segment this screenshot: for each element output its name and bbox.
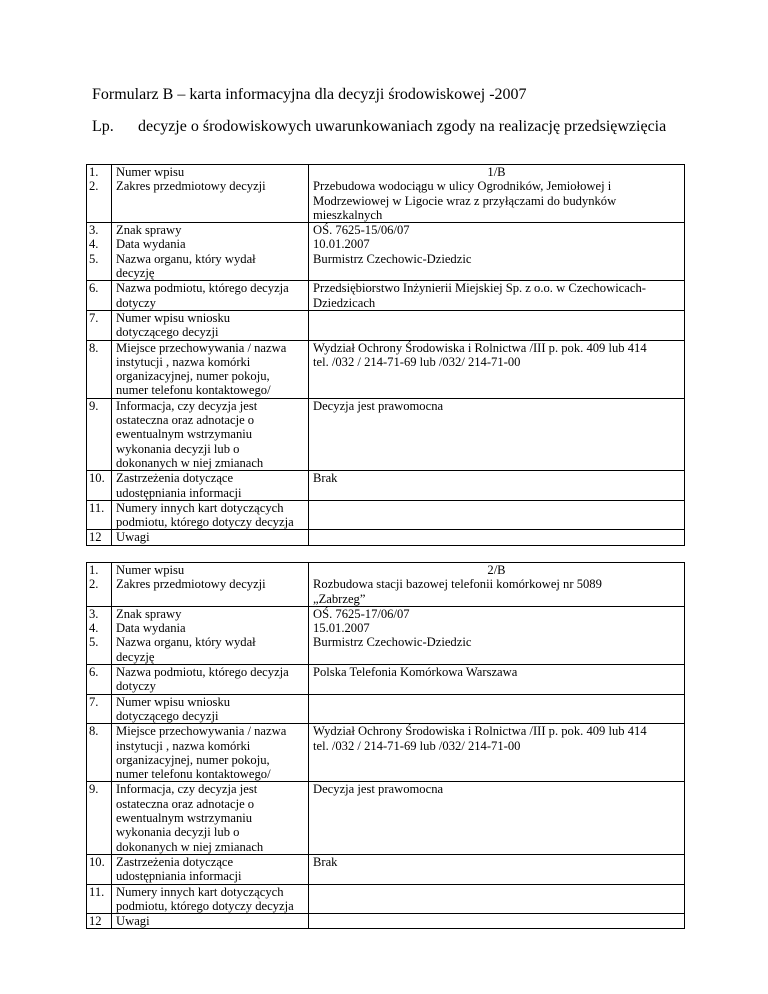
row-label-cell (112, 471, 309, 501)
row-value-cell (309, 606, 685, 664)
row-number: 4. (89, 237, 99, 252)
row-number: 11. (89, 884, 105, 899)
row-value-cell (309, 665, 685, 695)
table-row (87, 665, 685, 695)
field-value: Dziedzicach (313, 295, 376, 310)
row-number-cell (87, 398, 112, 470)
row-number-cell (87, 606, 112, 664)
row-label-cell (112, 782, 309, 854)
row-number-cell (87, 724, 112, 782)
field-label: dotyczącego decyzji (116, 325, 219, 340)
row-value-cell (309, 782, 685, 854)
field-value: Brak (313, 471, 338, 486)
field-value: Wydział Ochrony Środowiska i Rolnictwa /III p. pok. 409 lub 414 (313, 340, 647, 355)
row-value-cell (309, 223, 685, 281)
row-value-cell (309, 281, 685, 311)
field-label: organizacyjnej, numer pokoju, (116, 369, 270, 384)
field-value: Brak (313, 854, 338, 869)
row-number-cell (87, 884, 112, 914)
row-label-cell (112, 563, 309, 607)
field-label: Informacja, czy decyzja jest (116, 782, 258, 797)
row-number: 5. (89, 251, 99, 266)
row-number-cell (87, 914, 112, 929)
row-number-cell (87, 165, 112, 223)
field-label: Znak sprawy (116, 223, 182, 238)
row-value-cell (309, 530, 685, 545)
field-value: Przebudowa wodociągu w ulicy Ogrodników, Jemiołowej i (313, 179, 612, 194)
row-number: 4. (89, 621, 99, 636)
row-number: 5. (89, 635, 99, 650)
field-value: 2/B (487, 563, 506, 577)
field-value: Przedsiębiorstwo Inżynierii Miejskiej Sp. z o.o. w Czechowicach- (313, 281, 646, 296)
line-spacer (116, 194, 304, 208)
row-value-cell (309, 724, 685, 782)
row-number-cell (87, 782, 112, 854)
row-label-cell (112, 398, 309, 470)
field-label: Nazwa organu, który wydał (116, 251, 256, 266)
row-value-cell (309, 340, 685, 398)
row-number: 2. (89, 577, 99, 592)
row-number: 8. (89, 340, 99, 355)
field-label: podmiotu, którego dotyczy decyzja (116, 898, 294, 913)
row-number: 6. (89, 281, 99, 296)
row-label-cell (112, 500, 309, 530)
field-label: Numery innych kart dotyczących (116, 884, 284, 899)
field-label: Nazwa podmiotu, którego decyzja (116, 665, 289, 680)
row-label-cell (112, 606, 309, 664)
row-value-cell (309, 398, 685, 470)
field-label: Numery innych kart dotyczących (116, 500, 284, 515)
field-value: Polska Telefonia Komórkowa Warszawa (313, 665, 518, 680)
field-label: Data wydania (116, 621, 186, 636)
field-label: Miejsce przechowywania / nazwa (116, 340, 287, 355)
field-value: Burmistrz Czechowic-Dziedzic (313, 251, 472, 266)
row-number: 12 (89, 914, 102, 929)
table-row (87, 914, 685, 929)
row-number: 3. (89, 606, 99, 621)
row-number: 11. (89, 500, 105, 515)
row-number-cell (87, 563, 112, 607)
row-number-cell (87, 340, 112, 398)
row-label-cell (112, 724, 309, 782)
field-label: Zastrzeżenia dotyczące (116, 471, 234, 486)
row-label-cell (112, 884, 309, 914)
field-label: instytucji , nazwa komórki (116, 354, 251, 369)
field-label: ostateczna oraz adnotacje o (116, 413, 255, 428)
field-value: OŚ. 7625-17/06/07 (313, 606, 410, 621)
field-label: Numer wpisu wniosku (116, 310, 231, 325)
field-label: udostępniania informacji (116, 485, 242, 500)
field-label: ewentualnym wstrzymaniu (116, 427, 253, 442)
row-number-cell (87, 530, 112, 545)
field-value: 15.01.2007 (313, 621, 370, 636)
field-label: udostępniania informacji (116, 869, 242, 884)
row-number: 3. (89, 223, 99, 238)
line-spacer (116, 208, 304, 222)
field-label: Uwagi (116, 914, 150, 929)
field-value: 1/B (487, 165, 506, 179)
row-label-cell (112, 340, 309, 398)
table-row (87, 724, 685, 782)
field-value: Rozbudowa stacji bazowej telefonii komórkowej nr 5089 (313, 577, 602, 592)
info-card-2 (86, 562, 685, 929)
table-row (87, 165, 685, 223)
row-number: 6. (89, 665, 99, 680)
row-value-cell (309, 165, 685, 223)
field-label: Miejsce przechowywania / nazwa (116, 724, 287, 739)
table-row (87, 281, 685, 311)
row-value-cell (309, 694, 685, 724)
row-value-cell (309, 914, 685, 929)
field-label: organizacyjnej, numer pokoju, (116, 752, 270, 767)
table-row (87, 782, 685, 854)
field-label: Nazwa organu, który wydał (116, 635, 256, 650)
field-label: Numer wpisu wniosku (116, 694, 231, 709)
field-value: tel. /032 / 214-71-69 lub /032/ 214-71-00 (313, 738, 521, 753)
field-label: Informacja, czy decyzja jest (116, 398, 258, 413)
field-value: OŚ. 7625-15/06/07 (313, 223, 410, 238)
field-label: Zakres przedmiotowy decyzji (116, 179, 266, 194)
row-number: 12 (89, 530, 102, 545)
field-label: instytucji , nazwa komórki (116, 738, 251, 753)
field-value: Burmistrz Czechowic-Dziedzic (313, 635, 472, 650)
row-label-cell (112, 914, 309, 929)
field-label: wykonania decyzji lub o (116, 441, 240, 456)
row-value-cell (309, 310, 685, 340)
table-row (87, 500, 685, 530)
lp-description: decyzje o środowiskowych uwarunkowaniach zgody na realizację przedsięwzięcia (138, 118, 667, 135)
table-row (87, 884, 685, 914)
row-label-cell (112, 281, 309, 311)
field-label: Uwagi (116, 530, 150, 545)
row-number: 1. (89, 563, 99, 577)
row-label-cell (112, 854, 309, 884)
field-value: tel. /032 / 214-71-69 lub /032/ 214-71-00 (313, 354, 521, 369)
row-label-cell (112, 165, 309, 223)
table-row (87, 398, 685, 470)
field-value: 10.01.2007 (313, 237, 370, 252)
field-label: dokonanych w niej zmianach (116, 839, 264, 854)
table-row (87, 563, 685, 607)
row-value-cell (309, 563, 685, 607)
row-number-cell (87, 500, 112, 530)
row-number-cell (87, 281, 112, 311)
field-value: Decyzja jest prawomocna (313, 782, 444, 797)
row-value-cell (309, 884, 685, 914)
field-value: Modrzewiowej w Ligocie wraz z przyłączami do budynków (313, 193, 617, 208)
field-label: ostateczna oraz adnotacje o (116, 796, 255, 811)
row-label-cell (112, 694, 309, 724)
field-value: „Zabrzeg” (313, 591, 366, 606)
field-label: dokonanych w niej zmianach (116, 455, 264, 470)
row-number-cell (87, 223, 112, 281)
table-row (87, 340, 685, 398)
row-number-cell (87, 471, 112, 501)
field-label: podmiotu, którego dotyczy decyzja (116, 515, 294, 530)
row-label-cell (112, 530, 309, 545)
row-number: 9. (89, 398, 99, 413)
row-number: 8. (89, 724, 99, 739)
field-label: Nazwa podmiotu, którego decyzja (116, 281, 289, 296)
row-number: 10. (89, 854, 105, 869)
field-label: decyzję (116, 649, 155, 664)
field-label: Numer wpisu (116, 563, 185, 577)
row-value-cell (309, 854, 685, 884)
document-title: Formularz B – karta informacyjna dla decyzji środowiskowej -2007 (92, 86, 527, 103)
table-row (87, 854, 685, 884)
table-row (87, 223, 685, 281)
table-row (87, 606, 685, 664)
field-label: Data wydania (116, 237, 186, 252)
row-number: 1. (89, 165, 99, 179)
field-label: dotyczy (116, 295, 156, 310)
field-label: ewentualnym wstrzymaniu (116, 811, 253, 826)
field-label: dotyczącego decyzji (116, 708, 219, 723)
row-label-cell (112, 665, 309, 695)
lp-label: Lp. (92, 118, 114, 135)
field-label: Zastrzeżenia dotyczące (116, 854, 234, 869)
row-number: 7. (89, 694, 99, 709)
table-row (87, 530, 685, 545)
info-card-1 (86, 164, 685, 546)
line-spacer (89, 266, 111, 280)
row-number-cell (87, 310, 112, 340)
field-label: Znak sprawy (116, 606, 182, 621)
row-value-cell (309, 500, 685, 530)
row-number: 10. (89, 471, 105, 486)
table-row (87, 471, 685, 501)
field-value: mieszkalnych (313, 207, 383, 222)
table-row (87, 694, 685, 724)
row-number-cell (87, 854, 112, 884)
field-label: decyzję (116, 266, 155, 281)
row-number: 7. (89, 310, 99, 325)
field-label: numer telefonu kontaktowego/ (116, 767, 271, 782)
row-number-cell (87, 665, 112, 695)
row-label-cell (112, 223, 309, 281)
row-label-cell (112, 310, 309, 340)
row-number: 2. (89, 179, 99, 194)
line-spacer (89, 650, 111, 664)
table-row (87, 310, 685, 340)
field-value: Wydział Ochrony Środowiska i Rolnictwa /III p. pok. 409 lub 414 (313, 724, 647, 739)
line-spacer (116, 592, 304, 606)
field-label: dotyczy (116, 679, 156, 694)
field-label: Zakres przedmiotowy decyzji (116, 577, 266, 592)
row-number: 9. (89, 782, 99, 797)
field-label: numer telefonu kontaktowego/ (116, 383, 271, 398)
field-label: wykonania decyzji lub o (116, 825, 240, 840)
field-value: Decyzja jest prawomocna (313, 398, 444, 413)
row-number-cell (87, 694, 112, 724)
field-label: Numer wpisu (116, 165, 185, 179)
row-value-cell (309, 471, 685, 501)
lp-row (92, 118, 666, 136)
